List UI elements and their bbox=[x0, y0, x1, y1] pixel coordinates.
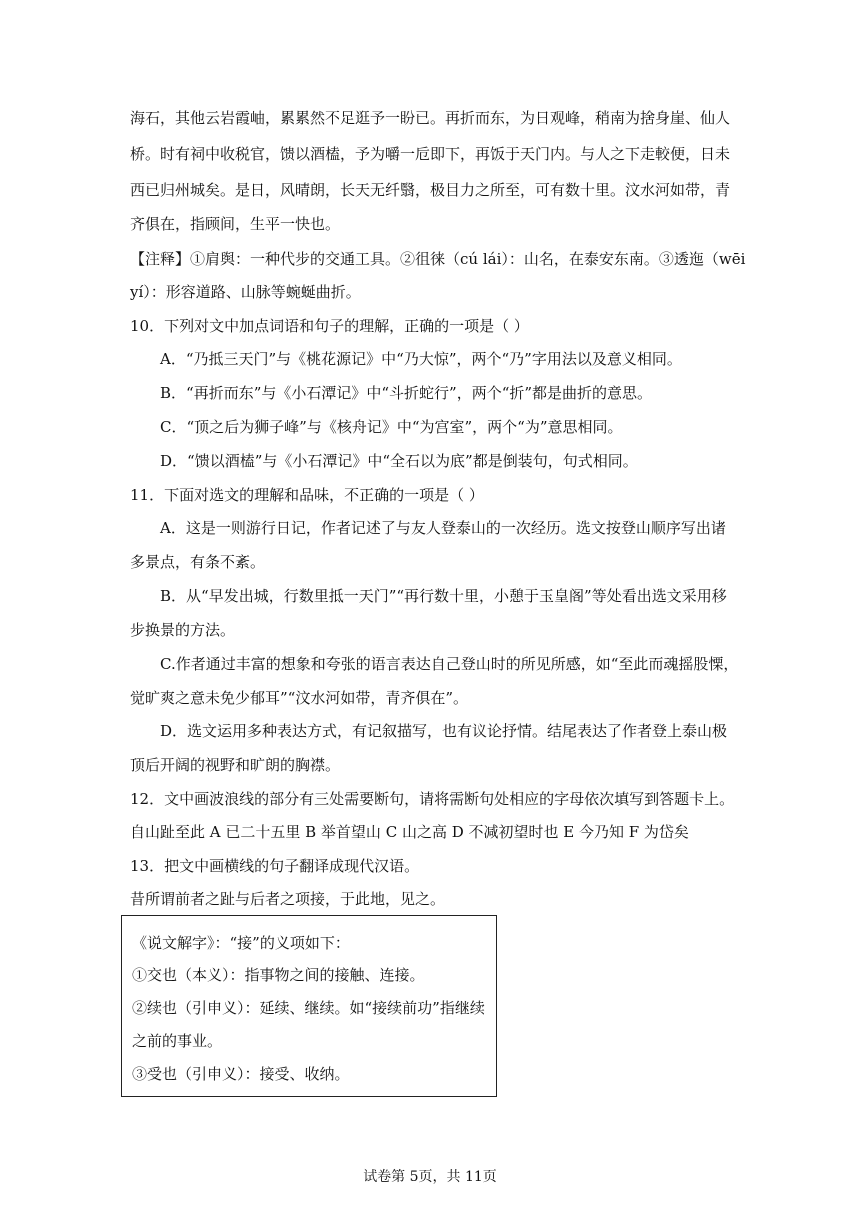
q10-option-b: B．“再折而东”与《小石潭记》中“斗折蛇行”，两个“折”都是曲折的意思。 bbox=[160, 384, 653, 402]
q10-option-a: A．“乃抵三天门”与《桃花源记》中“乃大惊”，两个“乃”字用法以及意义相同。 bbox=[160, 350, 682, 368]
q10-option-c: C．“顶之后为狮子峰”与《核舟记》中“为宫室”，两个“为”意思相同。 bbox=[160, 418, 623, 436]
page-footer: 试卷第 5页，共 11页 bbox=[363, 1169, 497, 1185]
definition-item-cont: 之前的事业。 bbox=[132, 1032, 223, 1050]
definition-item: ③受也（引申义）：接受、收纳。 bbox=[132, 1065, 350, 1083]
q11-option-d: D．选文运用多种表达方式，有记叙描写，也有议论抒情。结尾表达了作者登上泰山极 bbox=[160, 722, 728, 740]
definition-item: ②续也（引申义）：延续、继续。如“接续前功”指继续 bbox=[132, 999, 485, 1017]
passage-line: 海石，其他云岩霞岫，累累然不足逛予一盼已。再折而东，为日观峰，稍南为捨身崖、仙人 bbox=[130, 109, 731, 127]
q11-option-c: C.作者通过丰富的想象和夸张的语言表达自己登山时的所见所感，如“至此而魂摇股慄， bbox=[160, 655, 739, 673]
question-13-text: 昔所谓前者之趾与后者之项接，于此地，见之。 bbox=[130, 890, 446, 908]
q11-option-b: B．从“早发出城，行数里抵一天门”“再行数十里，小憩于玉皇阁”等处看出选文采用移 bbox=[160, 587, 727, 605]
definition-item: ①交也（本义）：指事物之间的接触、连接。 bbox=[132, 966, 425, 984]
q11-option-b-cont: 步换景的方法。 bbox=[130, 621, 236, 639]
question-11-stem: 11．下面对选文的理解和品味，不正确的一项是（ ） bbox=[130, 486, 484, 504]
passage-line: 齐俱在，指顾间，生平一快也。 bbox=[130, 215, 341, 233]
notes-line: yí）：形容道路、山脉等蜿蜒曲折。 bbox=[130, 283, 361, 301]
q11-option-d-cont: 顶后开阔的视野和旷朗的胸襟。 bbox=[130, 756, 341, 774]
q10-option-d: D．“馈以酒榼”与《小石潭记》中“全石以为底”都是倒装句，句式相同。 bbox=[160, 452, 638, 470]
q11-option-a-cont: 多景点，有条不紊。 bbox=[130, 553, 266, 571]
passage-line: 桥。时有祠中收税官，馈以酒榼，予为嚼一卮即下，再饭于天门内。与人之下走較便，日未 bbox=[130, 145, 731, 163]
definition-title: 《说文解字》：“接”的义项如下： bbox=[132, 934, 350, 952]
question-13-stem: 13．把文中画横线的句子翻译成现代汉语。 bbox=[130, 857, 420, 875]
q11-option-c-cont: 觉旷爽之意未免少郁耳”“汶水河如带，青齐俱在”。 bbox=[130, 689, 469, 707]
question-12-stem: 12．文中画波浪线的部分有三处需要断句，请将需断句处相应的字母依次填写到答题卡上。 bbox=[130, 790, 735, 808]
passage-line: 西已归州城矣。是日，风晴朗，长天无纤翳，极目力之所至，可有数十里。汶水河如带，青 bbox=[130, 181, 731, 199]
definition-box bbox=[121, 915, 497, 1097]
question-10-stem: 10．下列对文中加点词语和句子的理解，正确的一项是（ ） bbox=[130, 317, 529, 335]
notes-line: 【注释】①肩舆：一种代步的交通工具。②徂徕（cú lái）：山名，在泰安东南。③透迤（wēi bbox=[130, 250, 746, 268]
question-12-text: 自山趾至此 A 已二十五里 B 举首望山 C 山之高 D 不减初望时也 E 今乃知 F 为岱矣 bbox=[130, 823, 689, 841]
q11-option-a: A．这是一则游行日记，作者记述了与友人登泰山的一次经历。选文按登山顺序写出诸 bbox=[160, 519, 726, 537]
